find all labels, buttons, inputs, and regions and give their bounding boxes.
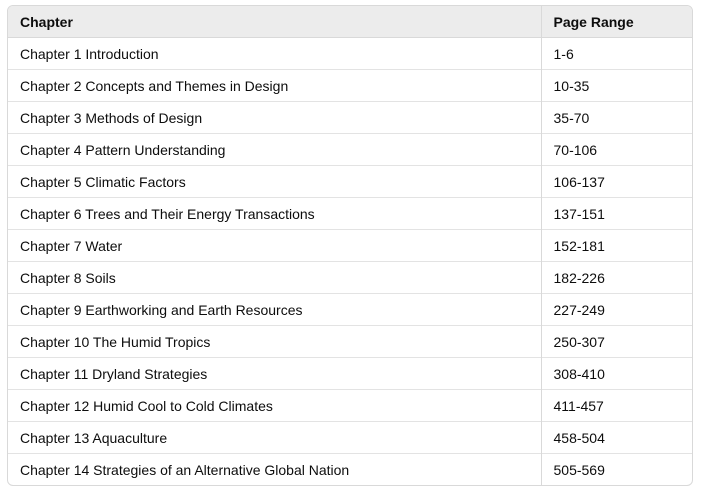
chapter-cell: Chapter 14 Strategies of an Alternative Global Nation [8, 454, 541, 486]
chapter-cell: Chapter 4 Pattern Understanding [8, 134, 541, 166]
table-row [8, 294, 692, 326]
table-row [8, 454, 692, 486]
table-row [8, 390, 692, 422]
chapter-cell: Chapter 10 The Humid Tropics [8, 326, 541, 358]
chapter-cell: Chapter 5 Climatic Factors [8, 166, 541, 198]
table-row [8, 358, 692, 390]
table-header [8, 6, 692, 38]
chapter-cell: Chapter 11 Dryland Strategies [8, 358, 541, 390]
chapter-cell: Chapter 1 Introduction [20, 45, 159, 62]
chapter-table-container [7, 5, 693, 486]
chapter-cell: Chapter 2 Concepts and Themes in Design [8, 70, 541, 102]
page-range-cell: 182-226 [541, 262, 692, 294]
chapter-cell: Chapter 9 Earthworking and Earth Resources [8, 294, 541, 326]
table-row [8, 262, 692, 294]
table-row [8, 198, 692, 230]
page-range-cell: 458-504 [541, 422, 692, 454]
page-range-cell: 250-307 [541, 326, 692, 358]
page-range-cell: 227-249 [541, 294, 692, 326]
page-range-cell: 106-137 [541, 166, 692, 198]
page-range-cell: 10-35 [541, 70, 692, 102]
table-body [8, 38, 692, 486]
chapter-table [8, 6, 692, 485]
column-header-chapter: Chapter [8, 6, 541, 38]
column-header-page-range: Page Range [541, 6, 692, 38]
page-range-cell: 1-6 [541, 38, 692, 70]
table-row [8, 422, 692, 454]
page-range-cell: 152-181 [541, 230, 692, 262]
chapter-cell: Chapter 3 Methods of Design [8, 102, 541, 134]
header-row [8, 6, 692, 38]
page-range-cell: 308-410 [541, 358, 692, 390]
table-row [8, 326, 692, 358]
table-row [8, 38, 692, 70]
page-range-cell: 411-457 [541, 390, 692, 422]
chapter-cell: Chapter 13 Aquaculture [8, 422, 541, 454]
page-range-cell: 137-151 [541, 198, 692, 230]
page-range-cell: 35-70 [541, 102, 692, 134]
chapter-cell: Chapter 6 Trees and Their Energy Transactions [8, 198, 541, 230]
chapter-cell: Chapter 7 Water [8, 230, 541, 262]
table-row [8, 102, 692, 134]
table-row [8, 134, 692, 166]
table-row [8, 166, 692, 198]
page-range-cell: 70-106 [541, 134, 692, 166]
table-row [8, 230, 692, 262]
chapter-cell: Chapter 12 Humid Cool to Cold Climates [8, 390, 541, 422]
chapter-cell: Chapter 8 Soils [8, 262, 541, 294]
page-range-cell: 505-569 [541, 454, 692, 486]
table-row [8, 70, 692, 102]
